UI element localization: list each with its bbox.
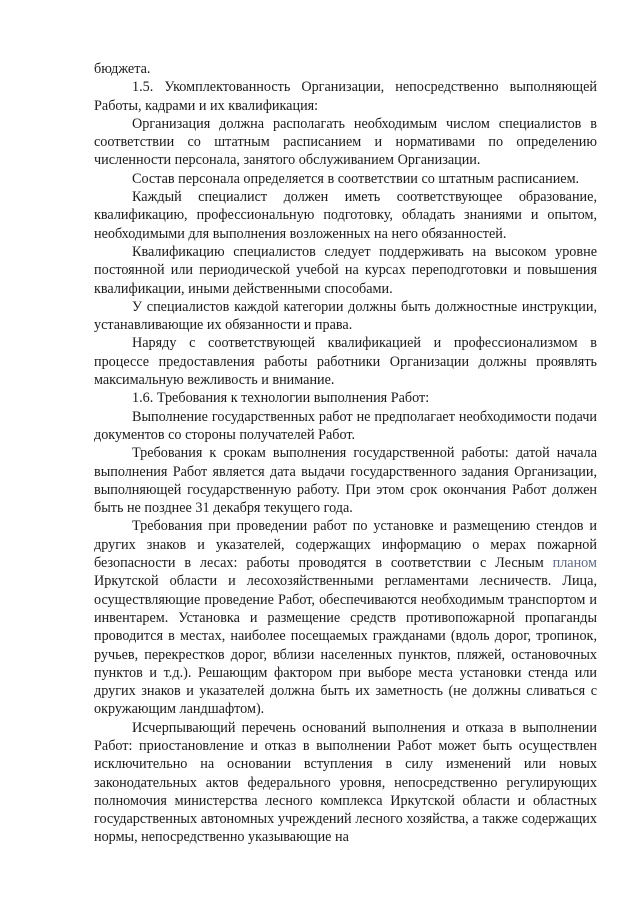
paragraph: Каждый специалист должен иметь соответствующее образование, квалификацию, профессиональную подготовку, обладать знаниями и опытом, необходимыми для выполнения возложенных на него обязанностей. bbox=[94, 189, 597, 242]
section-heading-1-5: 1.5. Укомплектованность Организации, непосредственно выполняющей Работы, кадрами и их квалификация: bbox=[94, 79, 597, 114]
paragraph: Состав персонала определяется в соответствии со штатным расписанием. bbox=[132, 170, 580, 187]
paragraph: Исчерпывающий перечень оснований выполнения и отказа в выполнении Работ: приостановление и отказ в выполнении Работ может быть осуществлен исключительно на основании вступления в силу изменений или новых законодательных актов федерального уровня, непосредственно регулирующих полномочия министерства лесного комплекса Иркутской области и областных государственных автономных учреждений лесного хозяйства, а также содержащих нормы, непосредственно указывающие на bbox=[94, 719, 597, 846]
paragraph-text: Иркутской области и лесохозяйственными регламентами лесничеств. Лица, осуществляющие проведение Работ, обеспечиваются необходимым транспортом и инвентарем. Установка и размещение средств противопожарной пропаганды проводится в местах, наиболее посещаемых гражданами (вдоль дорог, тропинок, ручьев, перекрестков дорог, вблизи населенных пунктов, пляжей, остановочных пунктов и т.д.). Решающим фактором при выборе места установки стенда или других знаков и указателей должна быть их заметность (не должны сливаться с окружающим ландшафтом). bbox=[94, 573, 597, 718]
paragraph: Наряду с соответствующей квалификацией и профессионализмом в процессе предоставления работы работники Организации должны проявлять максимальную вежливость и внимание. bbox=[94, 335, 597, 389]
paragraph: У специалистов каждой категории должны быть должностные инструкции, устанавливающие их обязанности и права. bbox=[94, 298, 597, 334]
paragraph bbox=[94, 517, 597, 718]
paragraph: Организация должна располагать необходимым числом специалистов в соответствии со штатным расписанием и нормативами по определению численности персонала, занятого обслуживанием Организации. bbox=[94, 115, 597, 169]
paragraph: Требования к срокам выполнения государственной работы: датой начала выполнения Работ является дата выдачи государственного задания Организации, выполняющей государственную работу. При этом срок окончания Работ должен быть не позднее 31 декабря текущего года. bbox=[94, 445, 597, 517]
highlighted-word: планом bbox=[552, 555, 597, 572]
paragraph: Выполнение государственных работ не предполагает необходимости подачи документов со стороны получателей Работ. bbox=[94, 408, 597, 443]
paragraph: бюджета. bbox=[94, 61, 151, 77]
section-heading-1-6: 1.6. Требования к технологии выполнения Работ: bbox=[132, 390, 430, 407]
paragraph-text: Требования при проведении работ по установке и размещению стендов и других знаков и указателей, содержащих информацию о мерах пожарной безопасности в лесах: работы проводятся в соответствии с Лесным bbox=[94, 518, 597, 572]
paragraph: Квалификацию специалистов следует поддерживать на высоком уровне постоянной или периодической учебой на курсах переподготовки и повышения квалификации, иными действенными способами. bbox=[94, 243, 597, 297]
